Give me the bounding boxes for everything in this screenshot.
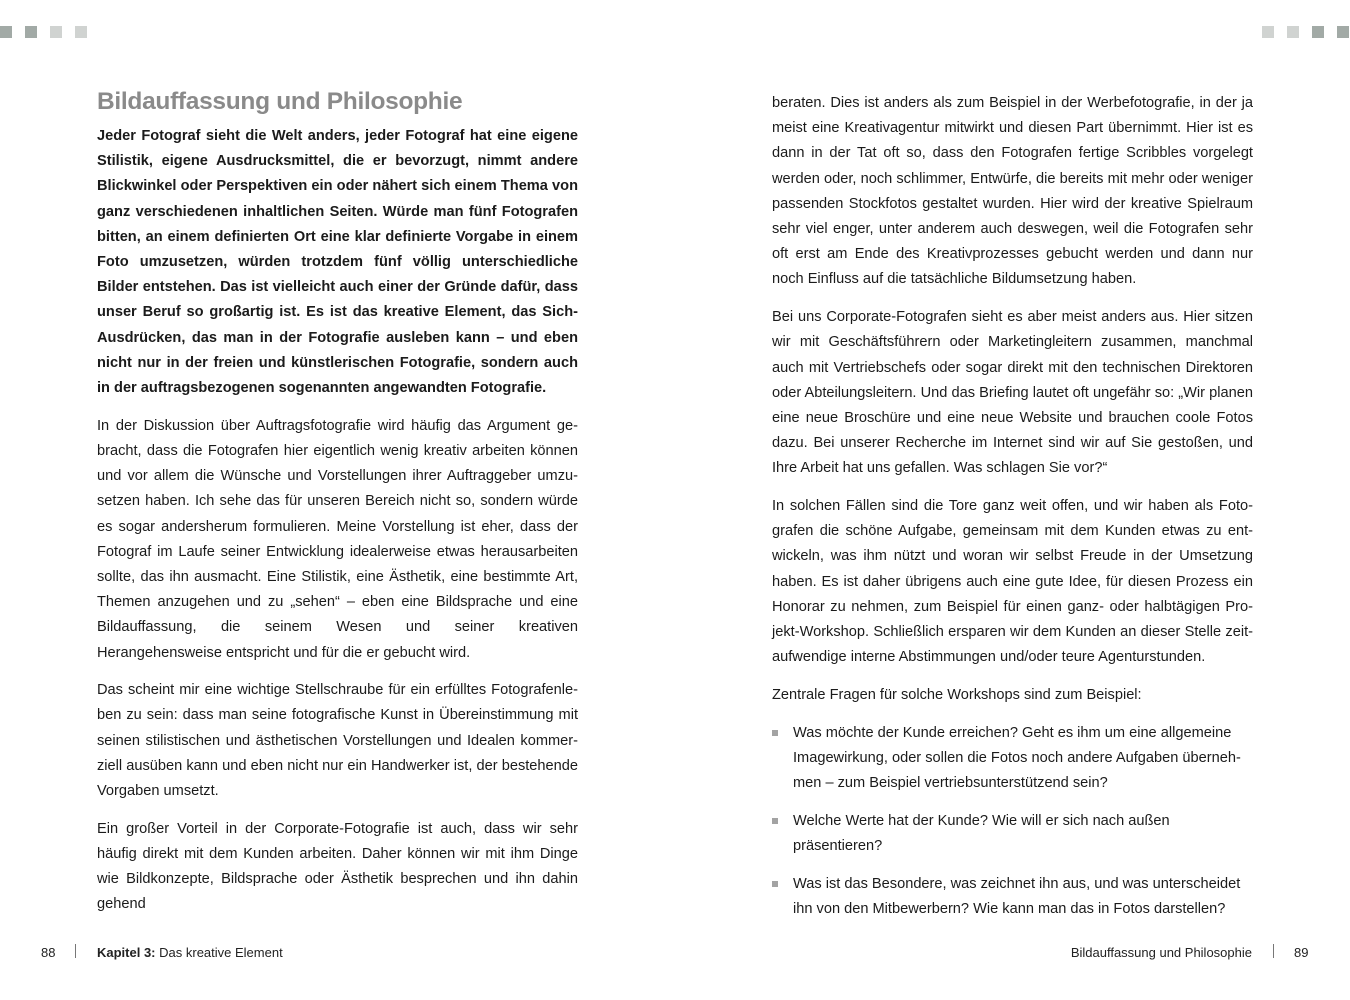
body-paragraph: In solchen Fällen sind die Tore ganz weit offen, und wir haben als Fotografen die schöne Aufgabe, gemeinsam mit dem Kunden etwas zu entwickeln, was ihm nützt und woran wir selbst Freude in der Umsetzung haben. Es ist daher übrigens auch eine gute Idee, für diesen Prozess ein Honorar zu nehmen, zum Beispiel für einen ganz- oder halbtägigen Projekt-Workshop. Schließlich ersparen wir dem Kunden an dieser Stelle zeitaufwendige interne Abstimmungen und/oder teure Agenturstunden. xyxy=(772,498,1253,666)
chapter-title: Das kreative Element xyxy=(159,945,283,960)
corner-square xyxy=(0,26,12,38)
square-bullet-icon xyxy=(772,730,778,736)
footer-separator xyxy=(1273,944,1274,958)
section-title: Bildauffassung und Philosophie xyxy=(97,88,463,115)
list-item xyxy=(772,809,1253,859)
list-item xyxy=(772,872,1253,922)
body-paragraph: Das scheint mir eine wichtige Stellschraube für ein erfülltes Fotografenleben zu sein: dass man seine fotografische Kunst in Übereinstimmung mit seinen stilistischen und ästhetischen Vorstellungen und Idealen kommerziell ausüben kann und eben nicht nur ein Handwerker ist, der bestehende Vorgaben umsetzt. xyxy=(97,682,578,800)
corner-square xyxy=(50,26,62,38)
left-page-column xyxy=(97,88,578,930)
corner-square xyxy=(1287,26,1299,38)
list-item-text: Welche Werte hat der Kunde? Wie will er sich nach außen präsentieren? xyxy=(793,812,1170,854)
running-title: Bildauffassung und Philosophie xyxy=(1070,945,1252,960)
chapter-label: Kapitel 3: xyxy=(97,945,156,960)
list-item xyxy=(772,721,1253,797)
page-number-right: 89 xyxy=(1294,945,1309,960)
body-paragraph: Bei uns Corporate-Fotografen sieht es aber meist anders aus. Hier sitzen wir mit Geschäftsführern oder Marketingleitern zusammen, manchmal auch mit Vertriebschefs oder sogar direkt mit den technischen Direktoren oder Abteilungsleitern. Und das Briefing lautet oft ungefähr so: „Wir planen eine neue Broschüre und eine neue Website und brauchen coole Fotos dazu. Bei unserer Recherche im Internet sind wir auf Sie gestoßen, und Ihre Arbeit hat uns gefallen. Was schlagen Sie vor?“ xyxy=(772,309,1253,477)
corner-square xyxy=(75,26,87,38)
list-item-text: Was ist das Besondere, was zeichnet ihn aus, und was unterscheidet ihn von den Mitbewerbern? Wie kann man das in Fotos darstellen? xyxy=(793,875,1241,917)
square-bullet-icon xyxy=(772,818,778,824)
footer-separator xyxy=(75,944,76,958)
corner-square xyxy=(1312,26,1324,38)
body-paragraph: In der Diskussion über Auftragsfotografie wird häufig das Argument gebracht, dass die Fotografen hier eigentlich wenig kreativ arbeiten können und vor allem die Wünsche und Vorstellungen ihrer Auftraggeber umzusetzen haben. Ich sehe das für unseren Bereich nicht so, sondern würde es sogar andersherum formulieren. Meine Vorstellung ist eher, dass der Fotograf im Laufe seiner Entwicklung idealerweise etwas herausarbeiten sollte, das ihn ausmacht. Eine Stilistik, eine Ästhetik, eine bestimmte Art, Themen anzugehen und zu „sehen“ – eben eine Bildsprache und eine Bildauffassung, die seinem Wesen und seiner kreativen Herangehensweise entspricht und für die er gebucht wird. xyxy=(97,417,578,661)
corner-square xyxy=(25,26,37,38)
body-paragraph: Ein großer Vorteil in der Corporate-Fotografie ist auch, dass wir sehr häufig direkt mit dem Kunden arbeiten. Daher können wir mit ihm Dinge wie Bildkonzepte, Bildsprache oder Ästhetik besprechen und ihn dahin gehend xyxy=(97,820,578,913)
corner-square xyxy=(1262,26,1274,38)
square-bullet-icon xyxy=(772,881,778,887)
page-number-left: 88 xyxy=(41,945,56,960)
body-paragraph: Zentrale Fragen für solche Workshops sind zum Beispiel: xyxy=(772,686,1142,703)
list-item-text: Was möchte der Kunde erreichen? Geht es ihm um eine allgemeine Imagewirkung, oder sollen die Fotos noch andere Aufgaben übernehmen – zum Beispiel vertriebsunterstützend sein? xyxy=(793,724,1241,792)
lead-paragraph: Jeder Fotograf sieht die Welt anders, jeder Fotograf hat eine eigene Stilistik, eigene Ausdrucksmittel, die er bevorzugt, nimmt andere Blickwinkel oder Perspektiven ein oder nähert sich einem Thema von ganz verschiedenen inhaltlichen Seiten. Würde man fünf Fotografen bitten, an einem definierten Ort eine klar definierte Vorgabe in einem Foto umzusetzen, würden trotzdem fünf völlig unterschiedliche Bilder entstehen. Das ist vielleicht auch einer der Gründe dafür, dass unser Beruf so großartig ist. Es ist das kreative Element, das Sich-Ausdrücken, das man in der Fotografie ausleben kann – und eben nicht nur in der freien und künstlerischen Fotografie, sondern auch in der auftragsbezogenen sogenannten angewandten Fotografie. xyxy=(97,128,578,397)
chapter-footer xyxy=(97,944,283,962)
question-list xyxy=(772,721,1253,922)
right-page-column xyxy=(772,88,1253,935)
body-paragraph: beraten. Dies ist anders als zum Beispiel in der Werbefotografie, in der ja meist eine Kreativagentur mitwirkt und diesen Part übernimmt. Hier ist es dann in der Tat oft so, dass den Fotografen fertige Scribbles vorgelegt werden oder, noch schlimmer, Entwürfe, die bereits mit mehr oder weniger passenden Stockfotos gestaltet wurden. Hier wird der kreative Spielraum sehr viel enger, unter anderem auch deswegen, weil die Fotografen sehr oft erst am Ende des Kreativprozesses gebucht werden und dann nur noch Einfluss auf die tatsächliche Bildumsetzung haben. xyxy=(772,95,1253,288)
corner-square xyxy=(1337,26,1349,38)
